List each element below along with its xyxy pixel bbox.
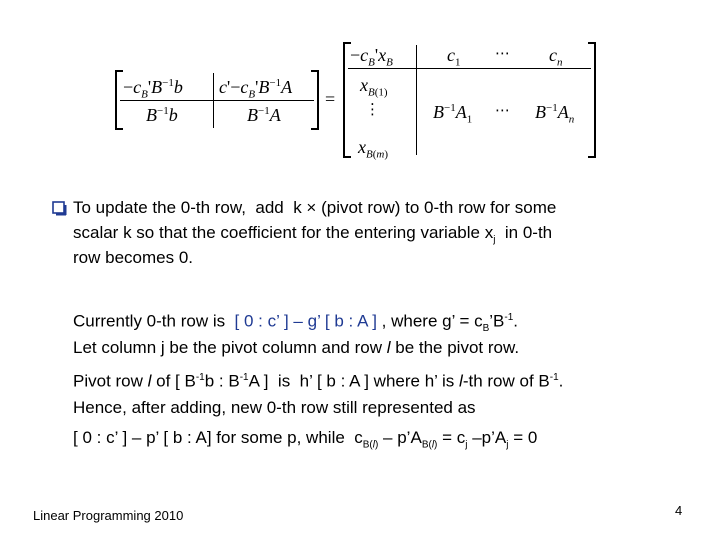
cell-xB1: $x_{B(1)}$ [360,75,388,99]
bullet-line-3: row becomes 0. [73,248,193,267]
cell-reduced-costs: $c'-c_B'B^{-1}A$ [219,77,293,101]
cell-BAn: $B^{-1}A_n$ [535,102,575,126]
checkbox-bullet-icon [52,201,67,216]
vdots-left: ⋮ [365,100,380,118]
para-line-5: [ 0 : c’ ] – p’ [ b : A] for some p, while $c_{B(l)}$ – $p’A_{B(l)} = c_j$ $-p’A_j = 0$ [73,428,538,451]
cell-BA: $B^{-1}A$ [247,105,281,125]
footer-title: Linear Programming 2010 [33,508,184,523]
bullet-line-1: To update the 0-th row, add k × (pivot row) to 0-th row for some [73,198,557,217]
cell-cBxB: $-c_B'x_B$ [350,45,393,69]
v-partition [213,73,214,128]
page-number: 4 [675,503,683,518]
para-line-4: Hence, after adding, new 0-th row still represented as [73,398,476,417]
cell-BA1: $B^{-1}A_1$ [433,102,473,126]
equals-sign: = [325,89,336,109]
cell-Bb: $B^{-1}b$ [146,105,178,125]
right-bracket [317,70,319,130]
right-matrix-left-bracket [343,42,345,158]
para-line-1: Currently 0-th row is [ 0 : c’ ] – g’ [ b : A ] , where g’ = $c_B’B^{-1}$. [73,311,519,335]
cell-cn: $c_n$ [549,45,563,69]
right-v-partition [416,45,417,155]
para-line-2: Let column j be the pivot column and row l be the pivot row. [73,338,520,357]
right-matrix-right-bracket [594,42,596,158]
left-bracket [115,70,117,130]
bullet-line-2: scalar k so that the coefficient for the entering variable $x_j$ in 0-th [73,223,553,246]
cell-xBm: $x_{B(m)}$ [358,137,389,161]
hdots-top: ⋯ [495,44,510,62]
hdots-middle: ⋯ [495,101,510,119]
cell-c1: $c_1$ [447,45,461,69]
para-line-3: Pivot row l of [ $B^{-1}b$ : $B^{-1}A$ ] is h’ [ b : A ] where h’ is l-th row of $B^{-1}$. [73,371,564,391]
cell-cbBb: $-c_B'B^{-1}b$ [123,77,183,101]
